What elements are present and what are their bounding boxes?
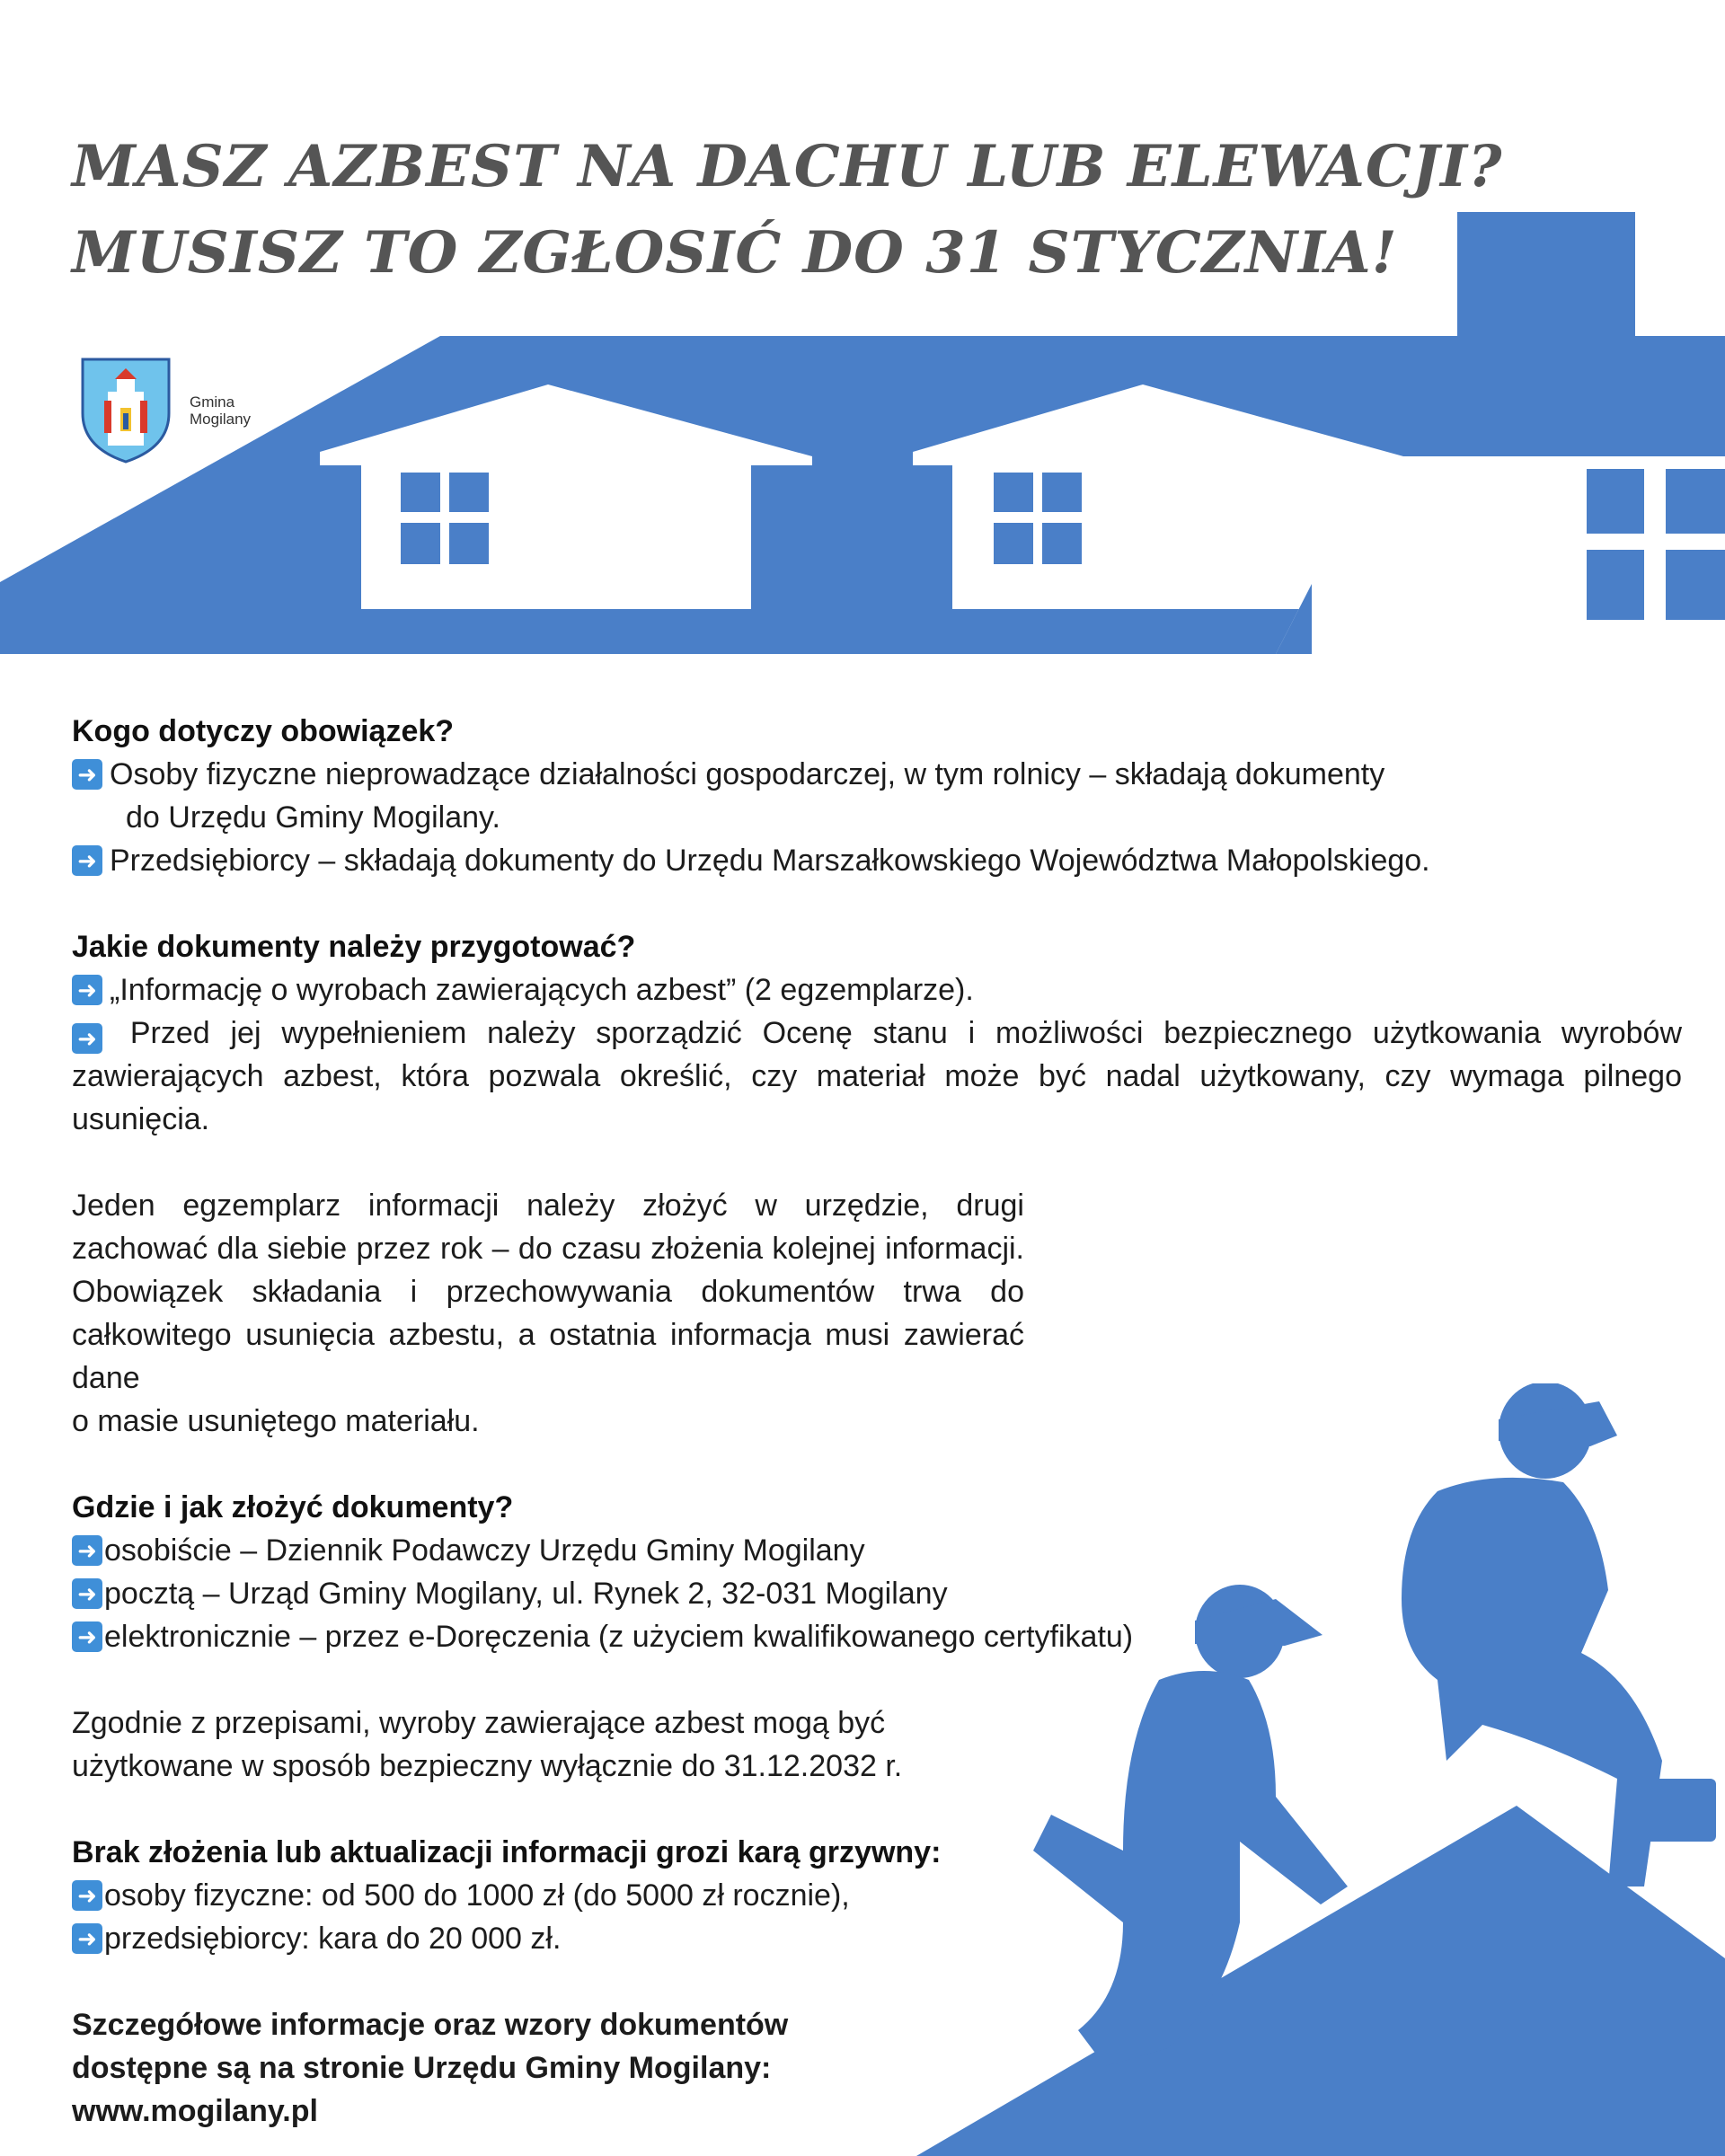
keep-paragraph-last: o masie usuniętego materiału. — [72, 1404, 480, 1438]
list-item — [72, 1615, 1682, 1658]
list-item — [72, 1917, 1682, 1960]
fines-item-2: przedsiębiorcy: kara do 20 000 zł. — [104, 1922, 562, 1956]
footer-line-2: dostępne są na stronie Urzędu Gminy Mogilany: — [72, 2051, 772, 2085]
arrow-right-icon: ➜ — [72, 1621, 102, 1652]
roof-illustration — [0, 0, 1725, 665]
list-item — [72, 1874, 1682, 1917]
who-item-1-cont: do Urzędu Gminy Mogilany. — [126, 800, 500, 835]
window-pane — [994, 473, 1033, 512]
window-pane — [401, 523, 440, 564]
docs-item-2-text: Przed jej wypełnieniem należy sporządzić Ocenę stanu i możliwości bezpiecznego użytkowania wyrobów zawierających azbest, która pozwala określić, czy materiał może być nadal użytkowany, czy wymaga pilnego usunięcia. — [72, 1016, 1682, 1136]
docs-item-2 — [72, 1012, 1682, 1141]
footer-url[interactable]: www.mogilany.pl — [72, 2094, 318, 2128]
window-pane — [1587, 469, 1644, 534]
docs-heading: Jakie dokumenty należy przygotować? — [72, 930, 636, 964]
arrow-right-icon: ➜ — [72, 1023, 102, 1054]
arrow-right-icon: ➜ — [72, 975, 102, 1005]
list-item — [72, 968, 1682, 1012]
window-pane — [994, 523, 1033, 564]
docs-item-1: „Informację o wyrobach zawierających azbest” (2 egzemplarze). — [110, 973, 974, 1007]
logo-text — [190, 393, 251, 428]
list-item — [72, 753, 1682, 796]
where-item-2: pocztą – Urząd Gminy Mogilany, ul. Rynek 2, 32-031 Mogilany — [104, 1577, 948, 1611]
headline-line-2: MUSISZ TO ZGŁOSIĆ DO 31 STYCZNIA! — [72, 219, 1398, 287]
where-item-1: osobiście – Dziennik Podawczy Urzędu Gminy Mogilany — [104, 1533, 865, 1568]
law-line-2: użytkowane w sposób bezpieczny wyłącznie do 31.12.2032 r. — [72, 1749, 903, 1783]
fines-item-1: osoby fizyczne: od 500 do 1000 zł (do 5000 zł rocznie), — [104, 1878, 850, 1913]
arrow-right-icon: ➜ — [72, 1535, 102, 1566]
where-heading: Gdzie i jak złożyć dokumenty? — [72, 1490, 514, 1524]
window-pane — [1666, 550, 1725, 620]
list-item — [72, 1529, 1682, 1572]
logo-line-2: Mogilany — [190, 411, 252, 428]
window-pane — [1042, 473, 1082, 512]
arrow-right-icon: ➜ — [72, 1578, 102, 1609]
list-item — [72, 1572, 1682, 1615]
headline-line-1: MASZ AZBEST NA DACHU LUB ELEWACJI? — [72, 133, 1503, 200]
window-pane — [1587, 550, 1644, 620]
headline — [72, 124, 1503, 296]
who-heading: Kogo dotyczy obowiązek? — [72, 714, 455, 748]
footer-line-1: Szczegółowe informacje oraz wzory dokumentów — [72, 2008, 789, 2042]
who-item-1: Osoby fizyczne nieprowadzące działalności gospodarczej, w tym rolnicy – składają dokumenty — [110, 757, 1385, 791]
window-pane — [449, 473, 489, 512]
content — [72, 710, 1682, 2133]
arrow-right-icon: ➜ — [72, 1923, 102, 1954]
window-pane — [401, 473, 440, 512]
where-item-3: elektronicznie – przez e-Doręczenia (z użyciem kwalifikowanego certyfikatu) — [104, 1620, 1134, 1654]
gmina-coat-of-arms-icon — [81, 358, 171, 464]
list-item — [72, 839, 1682, 882]
window-pane — [1666, 469, 1725, 534]
arrow-right-icon: ➜ — [72, 845, 102, 876]
law-line-1: Zgodnie z przepisami, wyroby zawierające azbest mogą być — [72, 1706, 886, 1740]
dormer-right — [1312, 456, 1725, 654]
logo-line-1: Gmina — [190, 393, 235, 411]
window-pane — [1042, 523, 1082, 564]
arrow-right-icon: ➜ — [72, 759, 102, 790]
keep-paragraph: Jeden egzemplarz informacji należy złożyć w urzędzie, drugi zachować dla siebie przez rok – do czasu złożenia kolejnej informacji. Obowiązek składania i przechowywania dokumentów trwa do całkowitego usunięcia azbestu, a ostatnia informacja musi zawierać dane — [72, 1188, 1024, 1395]
arrow-right-icon: ➜ — [72, 1880, 102, 1911]
window-pane — [449, 523, 489, 564]
who-item-2: Przedsiębiorcy – składają dokumenty do Urzędu Marszałkowskiego Województwa Małopolskiego. — [110, 844, 1430, 878]
fines-heading: Brak złożenia lub aktualizacji informacji grozi karą grzywny: — [72, 1835, 942, 1869]
